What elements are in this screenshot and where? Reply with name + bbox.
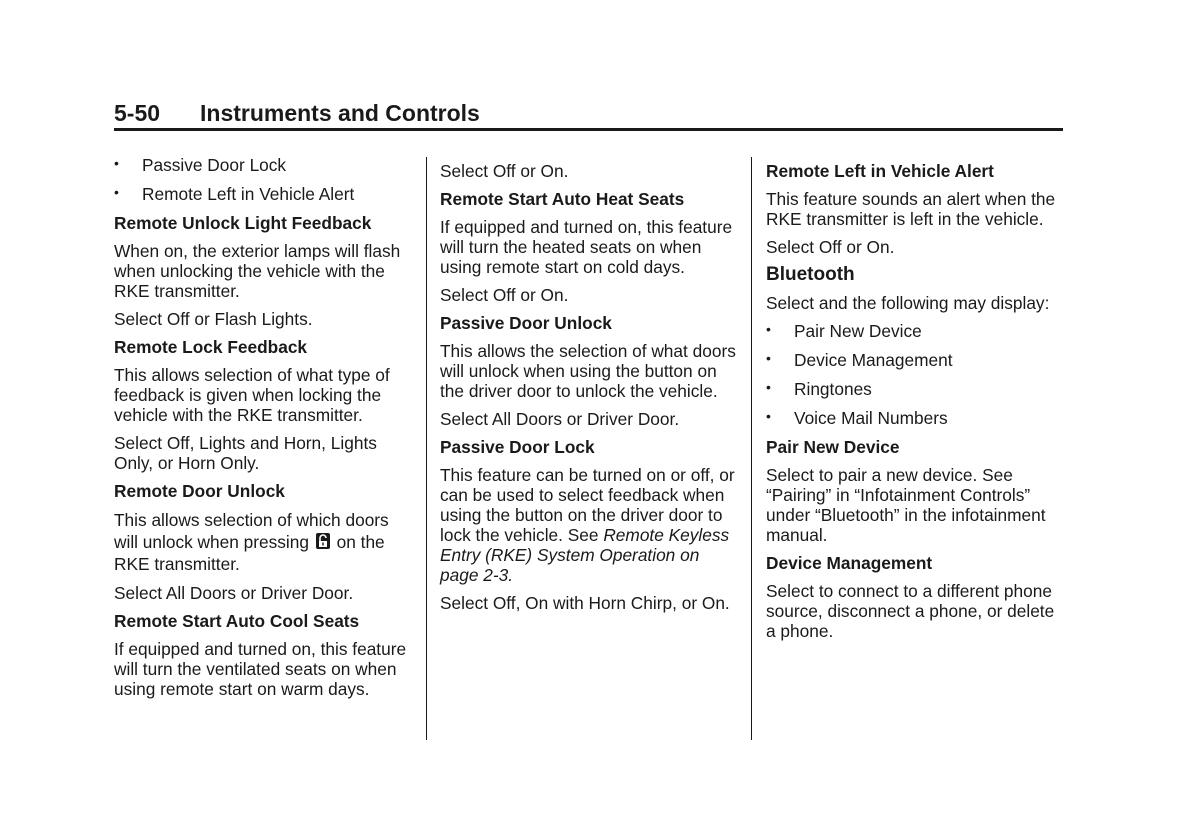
column-divider-1 (426, 157, 427, 740)
list-item: • Ringtones (766, 379, 872, 399)
paragraph: This feature can be turned on or off, or can be used to select feedback when using the button on the driver door to lock the vehicle. See Remote Keyless Entry (RKE) System Operation on page 2-3. (440, 465, 735, 585)
column-3 (766, 161, 1066, 649)
paragraph: Select All Doors or Driver Door. (440, 409, 680, 429)
paragraph: This allows selection of which doors will unlock when pressing on the RKE transmitter. (114, 510, 389, 574)
heading-remote-start-auto-cool-seats: Remote Start Auto Cool Seats (114, 611, 360, 631)
paragraph: Select Off or On. (766, 237, 895, 257)
paragraph: Select Off, Lights and Horn, Lights Only, or Horn Only. (114, 433, 377, 473)
heading-device-management: Device Management (766, 553, 933, 573)
paragraph: This allows the selection of what doors will unlock when using the button on the driver door to unlock the vehicle. (440, 341, 736, 401)
column-2 (440, 161, 740, 621)
bullet-icon: • (766, 321, 771, 337)
column-1 (114, 155, 414, 707)
cross-reference-link[interactable]: Remote Keyless Entry (RKE) System Operation on page 2-3. (440, 525, 730, 585)
paragraph: When on, the exterior lamps will flash when unlocking the vehicle with the RKE transmitter. (114, 241, 401, 301)
list-item: • Pair New Device (766, 321, 922, 341)
paragraph: Select to connect to a different phone source, disconnect a phone, or delete a phone. (766, 581, 1055, 641)
column-divider-2 (751, 157, 752, 740)
list-item: • Voice Mail Numbers (766, 408, 948, 428)
heading-remote-lock-feedback: Remote Lock Feedback (114, 337, 308, 357)
heading-remote-unlock-light-feedback: Remote Unlock Light Feedback (114, 213, 372, 233)
paragraph: Select Off or On. (440, 285, 569, 305)
paragraph: Select Off or Flash Lights. (114, 309, 313, 329)
bullet-icon: • (766, 408, 771, 424)
heading-pair-new-device: Pair New Device (766, 437, 900, 457)
paragraph: Select Off or On. (440, 161, 569, 181)
paragraph: Select and the following may display: (766, 293, 1050, 313)
page-number: 5-50 (114, 100, 161, 126)
paragraph: This feature sounds an alert when the RKE transmitter is left in the vehicle. (766, 189, 1056, 229)
heading-passive-door-lock: Passive Door Lock (440, 437, 595, 457)
bullet-icon: • (766, 350, 771, 366)
list-item: • Remote Left in Vehicle Alert (114, 184, 355, 204)
list-item: • Passive Door Lock (114, 155, 287, 175)
heading-remote-left-in-vehicle-alert: Remote Left in Vehicle Alert (766, 161, 994, 181)
paragraph: If equipped and turned on, this feature will turn the ventilated seats on when using remote start on warm days. (114, 639, 407, 699)
list-item: • Device Management (766, 350, 953, 370)
bullet-icon: • (114, 184, 119, 200)
paragraph: Select Off, On with Horn Chirp, or On. (440, 593, 730, 613)
bullet-icon: • (766, 379, 771, 395)
heading-bluetooth: Bluetooth (766, 264, 855, 285)
header-rule (114, 128, 1063, 131)
bullet-icon: • (114, 155, 119, 171)
paragraph: Select All Doors or Driver Door. (114, 583, 354, 603)
paragraph: If equipped and turned on, this feature will turn the heated seats on when using remote start on cold days. (440, 217, 733, 277)
heading-remote-start-auto-heat-seats: Remote Start Auto Heat Seats (440, 189, 685, 209)
heading-remote-door-unlock: Remote Door Unlock (114, 481, 285, 501)
bullet-list (766, 321, 1066, 428)
paragraph: This allows selection of what type of feedback is given when locking the vehicle with the RKE transmitter. (114, 365, 390, 425)
heading-passive-door-unlock: Passive Door Unlock (440, 313, 612, 333)
unlock-icon (316, 533, 330, 549)
bullet-list (114, 155, 414, 204)
section-title: Instruments and Controls (200, 100, 480, 126)
paragraph: Select to pair a new device. See “Pairing” in “Infotainment Controls” under “Bluetooth” in the infotainment manual. (766, 465, 1046, 545)
